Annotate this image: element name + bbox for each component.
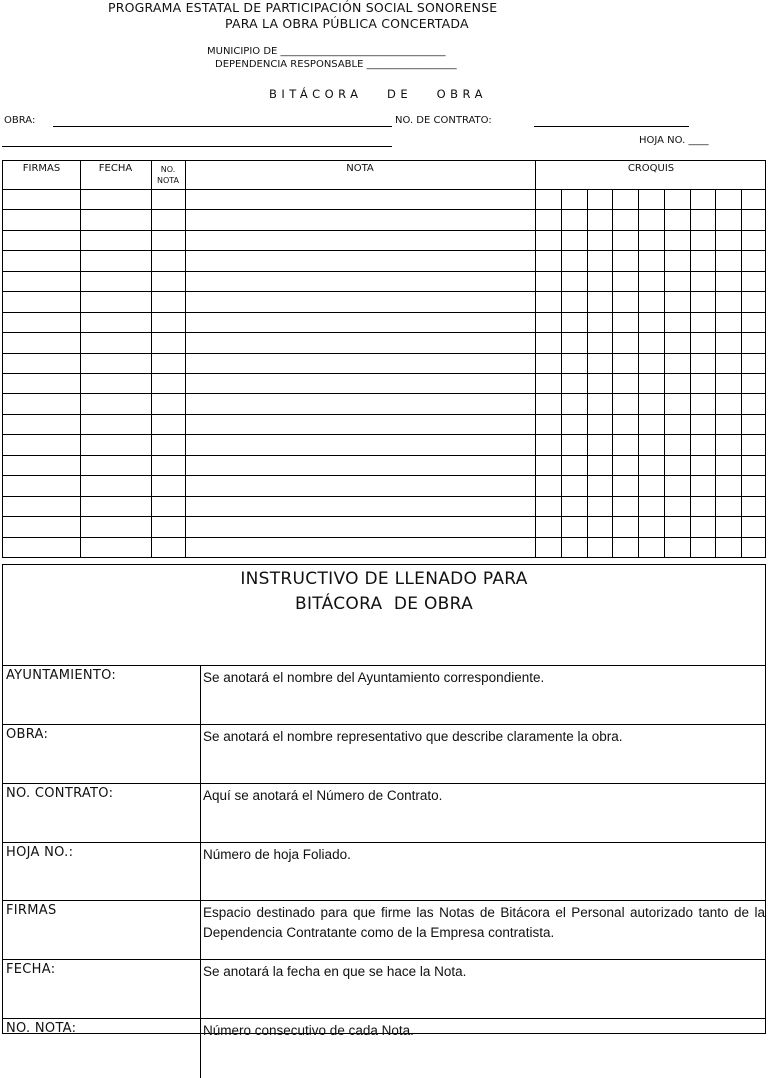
contrato-field-line[interactable] xyxy=(534,126,689,127)
table-column-divider xyxy=(151,161,152,557)
instructions-title-line2: BITÁCORA DE OBRA xyxy=(294,594,473,614)
table-row-line xyxy=(3,496,765,497)
table-row-line xyxy=(3,393,765,394)
table-row-line xyxy=(3,353,765,354)
hoja-label: HOJA NO. ____ xyxy=(639,135,709,146)
instructions-box xyxy=(2,564,766,1038)
instruction-field: NO. NOTA: xyxy=(6,1021,77,1036)
instruction-row xyxy=(3,1018,765,1078)
instruction-field: FIRMAS xyxy=(6,903,57,918)
instruction-field: AYUNTAMIENTO: xyxy=(6,668,117,683)
instruction-row xyxy=(3,842,765,902)
instruction-row xyxy=(3,724,765,784)
municipio-label: MUNICIPIO DE _________________________________ xyxy=(207,46,446,57)
table-column-divider xyxy=(80,161,81,557)
obra-field-line-2[interactable] xyxy=(2,146,392,147)
table-row-line xyxy=(3,373,765,374)
table-row-line xyxy=(3,230,765,231)
table-row-line xyxy=(3,537,765,538)
obra-field-line[interactable] xyxy=(53,126,392,127)
col-header-nota-small: NOTA xyxy=(156,176,180,185)
instruction-field: FECHA: xyxy=(6,962,56,977)
table-row-line xyxy=(3,434,765,435)
instruction-description: Aquí se anotará el Número de Contrato. xyxy=(203,788,443,803)
col-header-firmas: FIRMAS xyxy=(22,163,61,174)
instruction-row xyxy=(3,959,765,1019)
instruction-row xyxy=(3,783,765,843)
dependencia-label: DEPENDENCIA RESPONSABLE __________________ xyxy=(215,59,457,70)
col-header-fecha: FECHA xyxy=(98,163,133,174)
program-title-line1: PROGRAMA ESTATAL DE PARTICIPACIÓN SOCIAL SONORENSE xyxy=(108,0,498,15)
table-row-line xyxy=(3,475,765,476)
table-row-line xyxy=(3,414,765,415)
instruction-description: Número de hoja Foliado. xyxy=(203,847,351,862)
instruction-row xyxy=(3,900,765,960)
col-header-nota: NOTA xyxy=(346,163,374,174)
table-column-divider xyxy=(535,161,536,557)
instruction-description: Espacio destinado para que firme las Notas de Bitácora el Personal autorizado tanto de la Dependencia Contratante como de la Empresa contratista. xyxy=(203,905,765,940)
instruction-field: OBRA: xyxy=(6,727,49,742)
table-row-line xyxy=(3,312,765,313)
table-row-line xyxy=(3,250,765,251)
instruction-description: Se anotará el nombre del Ayuntamiento correspondiente. xyxy=(203,670,545,685)
col-header-croquis: CROQUIS xyxy=(627,163,675,174)
table-row-line xyxy=(3,516,765,517)
instruction-description: Número consecutivo de cada Nota. xyxy=(203,1023,414,1038)
document-title: BITÁCORA DE OBRA xyxy=(269,87,487,101)
program-title-line2: PARA LA OBRA PÚBLICA CONCERTADA xyxy=(225,16,469,31)
table-row-line xyxy=(3,291,765,292)
instruction-row xyxy=(3,665,765,725)
instruction-description: Se anotará la fecha en que se hace la Nota. xyxy=(203,964,467,979)
col-header-no: NO. xyxy=(160,165,176,174)
obra-label: OBRA: xyxy=(4,115,36,126)
table-row-line xyxy=(3,209,765,210)
table-column-divider xyxy=(185,161,186,557)
col-header-no-nota xyxy=(151,161,185,189)
instruction-description: Se anotará el nombre representativo que describe claramente la obra. xyxy=(203,729,623,744)
table-row-line xyxy=(3,332,765,333)
table-header-divider xyxy=(3,189,765,190)
table-row-line xyxy=(3,271,765,272)
instructions-title-line1: INSTRUCTIVO DE LLENADO PARA xyxy=(240,569,528,589)
table-row-line xyxy=(3,455,765,456)
instruction-field: NO. CONTRATO: xyxy=(6,786,114,801)
contrato-label: NO. DE CONTRATO: xyxy=(395,115,492,126)
log-table xyxy=(2,160,766,558)
instruction-field: HOJA NO.: xyxy=(6,845,74,860)
